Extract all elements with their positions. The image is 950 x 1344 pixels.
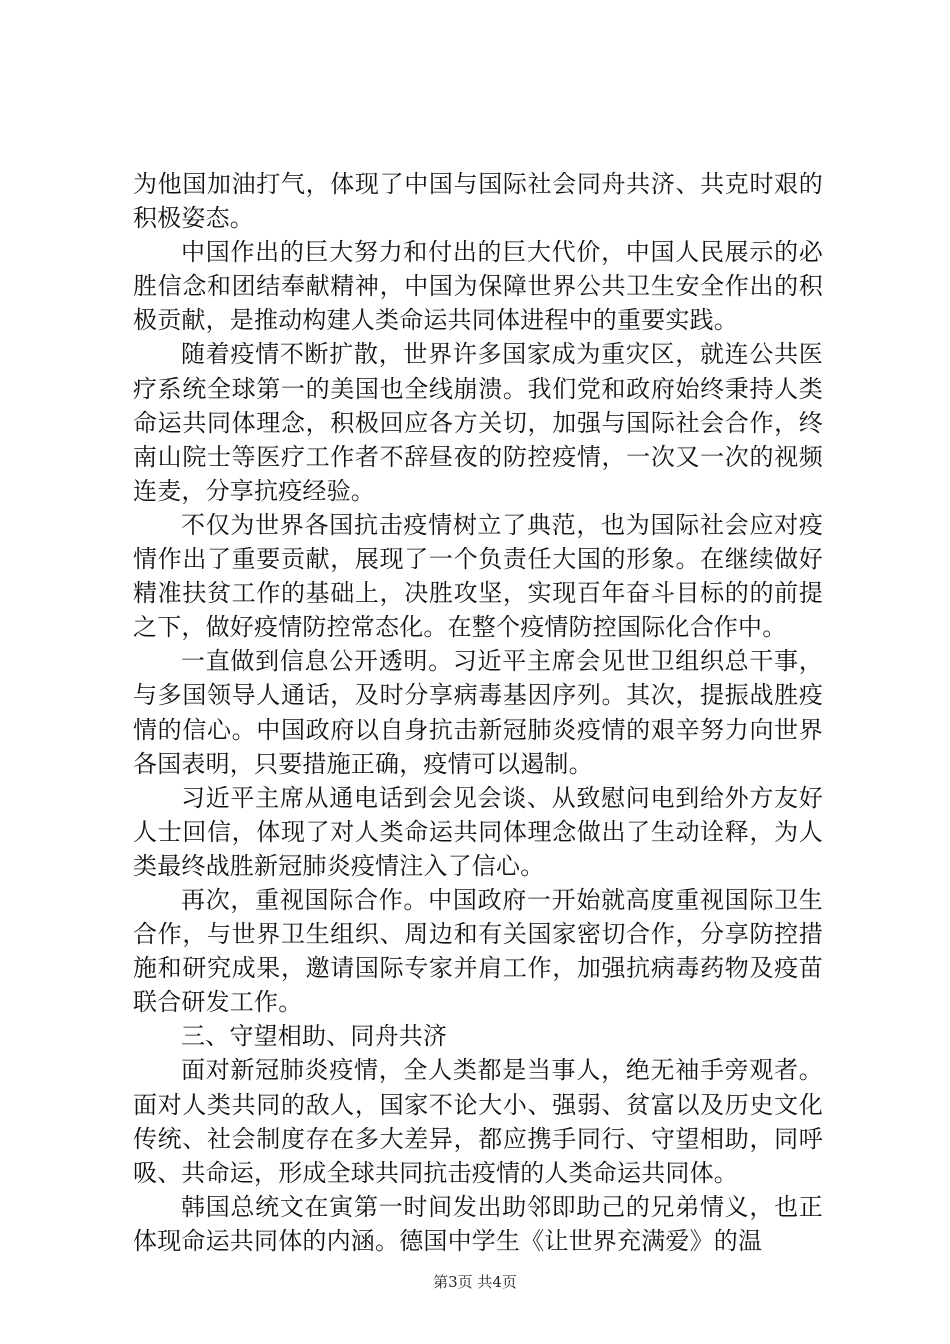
section-heading: 三、守望相助、同舟共济 [181, 1022, 448, 1051]
paragraph: 再次，重视国际合作。中国政府一开始就高度重视国际卫生合作，与世界卫生组织、周边和有关国家密切合作，分享防控措施和研究成果，邀请国际专家并肩工作，加强抗病毒药物及疫苗联合研发工作。 [133, 885, 823, 1017]
paragraph: 韩国总统文在寅第一时间发出助邻即助己的兄弟情义，也正体现命运共同体的内涵。德国中学生《让世界充满爱》的温 [133, 1192, 823, 1255]
paragraph: 一直做到信息公开透明。习近平主席会见世卫组织总干事，与多国领导人通话，及时分享病毒基因序列。其次，提振战胜疫情的信心。中国政府以自身抗击新冠肺炎疫情的艰辛努力向世界各国表明，只要措施正确，疫情可以遏制。 [133, 647, 823, 778]
page-number-footer: 第3页 共4页 [433, 1273, 517, 1291]
paragraph: 随着疫情不断扩散，世界许多国家成为重灾区，就连公共医疗系统全球第一的美国也全线崩溃。我们党和政府始终秉持人类命运共同体理念，积极回应各方关切，加强与国际社会合作，终南山院士等医疗工作者不辞昼夜的防控疫情，一次又一次的视频连麦，分享抗疫经验。 [133, 340, 823, 505]
document-body [133, 167, 823, 1258]
paragraph: 面对新冠肺炎疫情，全人类都是当事人，绝无袖手旁观者。面对人类共同的敌人，国家不论大小、强弱、贫富以及历史文化传统、社会制度存在多大差异，都应携手同行、守望相助，同呼吸、共命运，形成全球共同抗击疫情的人类命运共同体。 [133, 1056, 823, 1187]
paragraph: 不仅为世界各国抗击疫情树立了典范，也为国际社会应对疫情作出了重要贡献，展现了一个负责任大国的形象。在继续做好精准扶贫工作的基础上，决胜攻坚，实现百年奋斗目标的的前提之下，做好疫情防控常态化。在整个疫情防控国际化合作中。 [133, 510, 823, 642]
paragraph: 中国作出的巨大努力和付出的巨大代价，中国人民展示的必胜信念和团结奉献精神，中国为保障世界公共卫生安全作出的积极贡献，是推动构建人类命运共同体进程中的重要实践。 [133, 238, 823, 335]
paragraph-continuation: 为他国加油打气，体现了中国与国际社会同舟共济、共克时艰的积极姿态。 [133, 170, 823, 233]
paragraph: 习近平主席从通电话到会见会谈、从致慰问电到给外方友好人士回信，体现了对人类命运共同体理念做出了生动诠释，为人类最终战胜新冠肺炎疫情注入了信心。 [133, 783, 823, 880]
